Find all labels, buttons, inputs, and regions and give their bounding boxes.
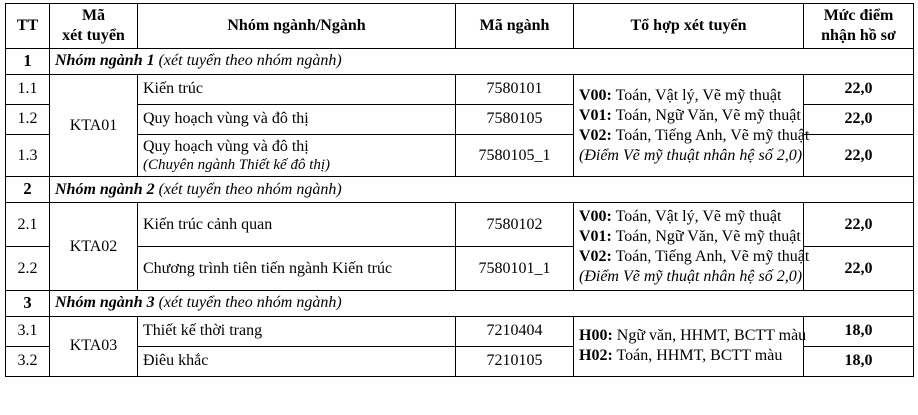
group-index: 1 (6, 49, 50, 75)
combination-text: Toán, Ngữ Văn, Vẽ mỹ thuật (611, 227, 801, 245)
combination-line (579, 126, 810, 146)
header-admission-code (50, 4, 138, 49)
group-header-label (50, 49, 914, 75)
combination-tag: V02: (579, 247, 612, 265)
major-subname: (Chuyên ngành Thiết kế đô thị) (143, 156, 331, 173)
header-combination: Tổ hợp xét tuyển (574, 4, 804, 49)
combination-tag: V02: (579, 126, 612, 144)
combination-line (579, 247, 810, 267)
admission-table (5, 3, 914, 377)
header-admission-code-line1: Mã (81, 7, 106, 24)
combination-cell (574, 316, 807, 376)
table-row (6, 291, 914, 317)
row-number: 3.1 (6, 316, 50, 346)
major-name: Thiết kế thời trang (138, 316, 456, 346)
combination-line (579, 346, 798, 366)
score-value: 18,0 (804, 316, 914, 346)
major-code: 7580105_1 (456, 134, 574, 177)
row-number: 2.1 (6, 203, 50, 247)
group-index: 2 (6, 177, 50, 203)
score-value: 22,0 (804, 74, 914, 104)
row-number: 3.2 (6, 346, 50, 376)
row-number: 1.2 (6, 104, 50, 134)
combination-text: Toán, HHMT, BCTT màu (612, 347, 783, 365)
combination-line (579, 227, 801, 247)
combination-text: Toán, Vật lý, Vẽ mỹ thuật (611, 207, 782, 225)
header-group-name: Nhóm ngành/Ngành (138, 4, 456, 49)
group-name: Nhóm ngành 2 (55, 180, 155, 198)
combination-tag: V01: (579, 106, 612, 124)
major-name: Chương trình tiên tiến ngành Kiến trúc (138, 247, 456, 291)
table-body (6, 49, 914, 377)
header-major-code: Mã ngành (456, 4, 574, 49)
row-number: 1.1 (6, 74, 50, 104)
score-value: 22,0 (804, 203, 914, 247)
combination-text: Toán, Ngữ Văn, Vẽ mỹ thuật (611, 106, 801, 124)
combination-cell (574, 74, 810, 177)
score-value: 22,0 (804, 104, 914, 134)
group-name: Nhóm ngành 3 (55, 294, 155, 312)
table-row (6, 203, 914, 247)
row-number: 2.2 (6, 247, 50, 291)
major-name-cell (138, 134, 456, 177)
table-row (6, 49, 914, 75)
table-row (6, 177, 914, 203)
combination-text: Ngữ văn, HHMT, BCTT màu (612, 327, 807, 345)
group-header-label (50, 177, 914, 203)
admission-code: KTA01 (50, 74, 138, 177)
combination-tag: V00: (579, 207, 612, 225)
admission-code: KTA03 (50, 316, 138, 376)
table-row (6, 316, 914, 346)
group-name: Nhóm ngành 1 (55, 52, 155, 70)
header-admission-code-line2: xét tuyển (62, 27, 125, 44)
major-name: Kiến trúc (138, 74, 456, 104)
group-note: (xét tuyển theo nhóm ngành) (158, 294, 342, 312)
major-code: 7210105 (456, 346, 574, 376)
header-score-line1: Mức điểm (823, 7, 894, 24)
combination-text: Toán, Tiếng Anh, Vẽ mỹ thuật (611, 247, 810, 265)
combination-line (579, 207, 798, 227)
header-row (6, 4, 914, 49)
major-code: 7580101_1 (456, 247, 574, 291)
score-value: 22,0 (804, 134, 914, 177)
score-value: 22,0 (804, 247, 914, 291)
major-name: Quy hoạch vùng và đô thị (143, 137, 309, 155)
combination-line (579, 106, 801, 126)
major-name: Kiến trúc cảnh quan (138, 203, 456, 247)
major-name: Điêu khắc (138, 346, 456, 376)
group-note: (xét tuyển theo nhóm ngành) (158, 180, 342, 198)
group-header-label (50, 291, 914, 317)
combination-tag: V00: (579, 86, 612, 104)
table-row (6, 74, 914, 104)
combination-cell (574, 203, 810, 291)
combination-note: (Điểm Vẽ mỹ thuật nhân hệ số 2,0) (579, 267, 803, 285)
combination-note: (Điểm Vẽ mỹ thuật nhân hệ số 2,0) (579, 146, 803, 164)
header-score (804, 4, 914, 49)
combination-tag: H00: (579, 327, 613, 345)
header-tt: TT (6, 4, 50, 49)
major-code: 7580102 (456, 203, 574, 247)
group-note: (xét tuyển theo nhóm ngành) (158, 52, 342, 70)
combination-line (579, 86, 798, 106)
score-value: 18,0 (804, 346, 914, 376)
major-code: 7210404 (456, 316, 574, 346)
combination-text: Toán, Vật lý, Vẽ mỹ thuật (611, 86, 782, 104)
combination-tag: V01: (579, 227, 612, 245)
major-name: Quy hoạch vùng và đô thị (138, 104, 456, 134)
combination-tag: H02: (579, 347, 613, 365)
major-code: 7580101 (456, 74, 574, 104)
header-score-line2: nhận hồ sơ (821, 27, 896, 44)
combination-text: Toán, Tiếng Anh, Vẽ mỹ thuật (611, 126, 810, 144)
combination-line (579, 326, 807, 346)
admission-code: KTA02 (50, 203, 138, 291)
group-index: 3 (6, 291, 50, 317)
row-number: 1.3 (6, 134, 50, 177)
major-code: 7580105 (456, 104, 574, 134)
table-header (6, 4, 914, 49)
